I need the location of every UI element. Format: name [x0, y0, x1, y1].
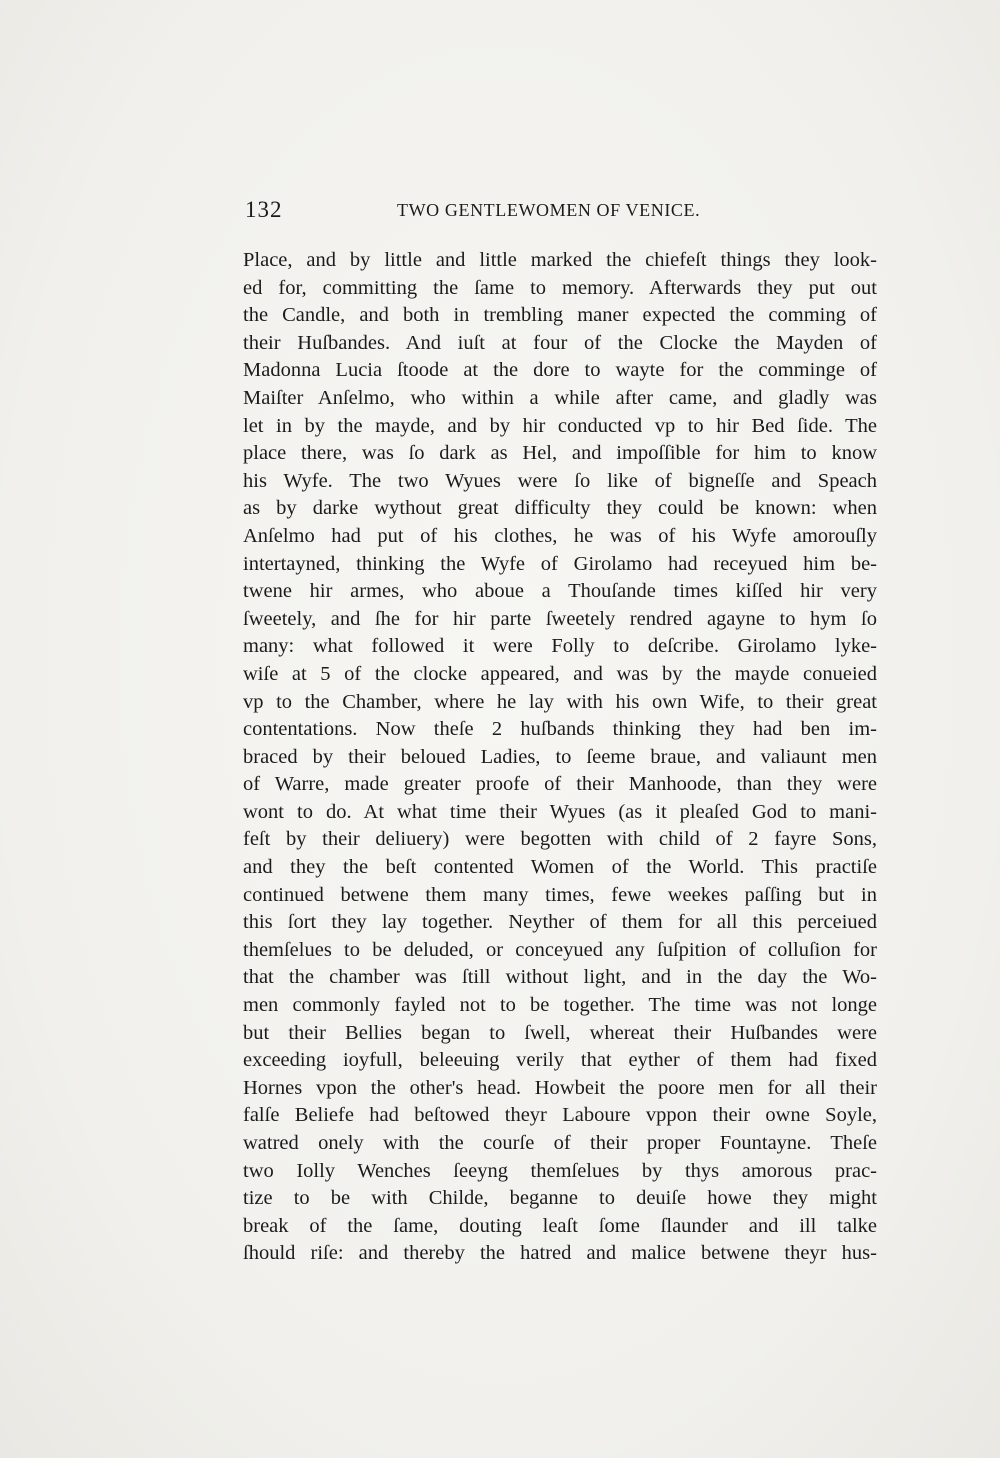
text-line: men commonly fayled not to be together. The time was not longe — [243, 994, 877, 1017]
text-line: break of the ſame, douting leaſt ſome ſlaunder and ill talke — [243, 1214, 877, 1237]
text-line: many: what followed it were Folly to deſcribe. Girolamo lyke- — [243, 635, 877, 658]
text-line: place there, was ſo dark as Hel, and impoſſible for him to know — [243, 442, 877, 465]
page-number: 132 — [245, 197, 283, 222]
text-line: ſhould riſe: and thereby the hatred and malice betwene theyr hus- — [243, 1242, 877, 1265]
running-title: TWO GENTLEWOMEN OF VENICE. — [397, 200, 701, 220]
text-line: twene hir armes, who aboue a Thouſande times kiſſed hir very — [243, 580, 877, 603]
text-line: wont to do. At what time their Wyues (as it pleaſed God to mani- — [243, 800, 877, 823]
text-line: but their Bellies began to ſwell, whereat their Huſbandes were — [243, 1021, 877, 1044]
text-line: ſweetely, and ſhe for hir parte ſweetely rendred agayne to hym ſo — [243, 607, 877, 630]
text-line: Place, and by little and little marked the chiefeſt things they look- — [243, 249, 877, 271]
text-line: tize to be with Childe, beganne to deuiſe howe they might — [243, 1187, 877, 1210]
text-line: as by darke wythout great difficulty they could be known: when — [243, 497, 877, 520]
text-line: that the chamber was ſtill without light, and in the day the Wo- — [243, 966, 877, 989]
text-line: watred onely with the courſe of their proper Fountayne. Theſe — [243, 1132, 877, 1154]
body-text — [243, 247, 877, 1268]
text-line: Hornes vpon the other's head. Howbeit the poore men for all their — [243, 1076, 877, 1099]
text-line: and they the beſt contented Women of the World. This practiſe — [243, 856, 877, 879]
text-line: Madonna Lucia ſtoode at the dore to wayte for the comminge of — [243, 359, 877, 382]
text-line: ed for, committing the ſame to memory. Afterwards they put out — [243, 276, 877, 299]
text-line: intertayned, thinking the Wyfe of Girolamo had receyued him be- — [243, 552, 877, 575]
text-line: the Candle, and both in trembling maner expected the comming of — [243, 304, 877, 327]
text-line: falſe Beliefe had beſtowed theyr Laboure vppon their owne Soyle, — [243, 1104, 877, 1127]
text-line: his Wyfe. The two Wyues were ſo like of bigneſſe and Speach — [243, 469, 877, 492]
text-line: Anſelmo had put of his clothes, he was of his Wyfe amorouſly — [243, 524, 877, 547]
text-line: Maiſter Anſelmo, who within a while after came, and gladly was — [243, 386, 877, 409]
text-line: let in by the mayde, and by hir conducted vp to hir Bed ſide. The — [243, 414, 877, 437]
text-line: contentations. Now theſe 2 huſbands thinking they had ben im- — [243, 718, 877, 741]
text-line: this ſort they lay together. Neyther of them for all this perceiued — [243, 911, 877, 934]
text-line: their Huſbandes. And iuſt at four of the Clocke the Mayden of — [243, 331, 877, 354]
text-line: continued betwene them many times, fewe weekes paſſing but in — [243, 883, 877, 906]
text-line: vp to the Chamber, where he lay with his own Wife, to their great — [243, 690, 877, 713]
running-head — [245, 197, 875, 227]
text-line: themſelues to be deluded, or conceyued any ſuſpition of colluſion for — [243, 938, 877, 961]
text-line: of Warre, made greater proofe of their Manhoode, than they were — [243, 773, 877, 796]
text-line: feſt by their deliuery) were begotten with child of 2 fayre Sons, — [243, 828, 877, 851]
text-line: two Iolly Wenches ſeeyng themſelues by thys amorous prac- — [243, 1159, 877, 1182]
text-line: braced by their beloued Ladies, to ſeeme braue, and valiaunt men — [243, 745, 877, 768]
text-line: wiſe at 5 of the clocke appeared, and was by the mayde conueied — [243, 662, 877, 685]
text-line: exceeding ioyfull, beleeuing verily that eyther of them had fixed — [243, 1049, 877, 1072]
